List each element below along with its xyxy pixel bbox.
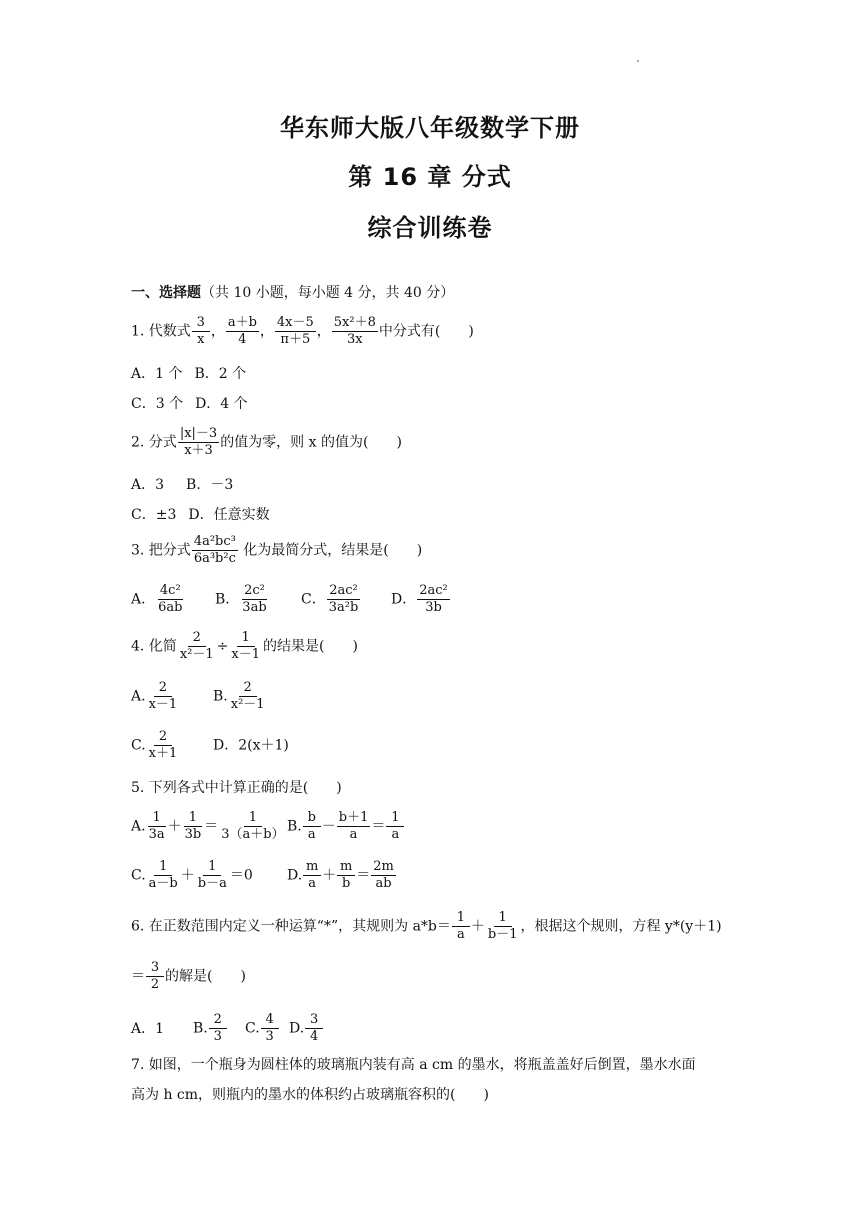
q2-suffix: 的值为零，则 x 的值为( ) — [220, 434, 402, 451]
q6-option-d: D. $\frac{3}{4}$ — [289, 1012, 324, 1045]
q4-fraction-2: $\frac{1}{x-1}$ — [231, 630, 260, 662]
q3-options — [131, 583, 451, 616]
q3-suffix: 化为最简分式，结果是( ) — [238, 542, 423, 559]
q5-option-b: B. $\frac{b}{a}$ － $\frac{b+1}{a}$ ＝ $\frac{1}{a}$ — [287, 810, 405, 843]
q4-prefix: 4. 化简 — [131, 638, 177, 655]
q1-option-d: D．4 个 — [195, 396, 248, 412]
q3-option-a: A． $\frac{\text{4c²}}{6ab}$ — [131, 583, 183, 615]
section-heading — [131, 284, 454, 302]
q6-options — [131, 1012, 324, 1045]
q4-option-b: B. $\frac{2}{\text{x²－1}}$ — [213, 680, 265, 712]
q3-option-b: B． $\frac{\text{2c²}}{3ab}$ — [215, 583, 267, 615]
page-dot — [637, 60, 639, 62]
q6-text-2: ，根据这个规则，方程 y*(y＋1) — [520, 918, 722, 935]
q1-fraction-2: $\frac{a+b}{4}$ — [227, 315, 257, 347]
section-label: 一、选择题 — [131, 285, 201, 301]
q4-option-a: A. $\frac{2}{x-1}$ — [131, 680, 178, 712]
q2-options-cd — [131, 506, 270, 524]
q4-suffix: 的结果是( ) — [262, 638, 358, 655]
q1-options-cd — [131, 395, 248, 413]
question-4 — [131, 630, 358, 663]
q3-fraction: $\frac{\text{4a²bc³}}{\text{6a³b²c}}$ — [193, 534, 236, 566]
q2-option-d: D．任意实数 — [188, 507, 270, 523]
q3-option-c: C． $\frac{\text{2ac²}}{\text{3a²b}}$ — [301, 583, 359, 615]
q1-options-ab — [131, 365, 246, 383]
q4-options-cd — [131, 729, 289, 762]
q3-option-d: D． $\frac{\text{2ac²}}{3b}$ — [391, 583, 448, 615]
document-title: 华东师大版八年级数学下册 — [280, 114, 580, 142]
q2-option-c: C．±3 — [131, 507, 177, 523]
question-1: 1. 代数式 $\frac{3}{x}$ ， $\frac{a+b}{4}$ ， $\frac{4x-5}{\pi+5}$ ， $\frac{\text{5x²＋8}}{3x}$ 中分式有( ) — [131, 315, 474, 347]
q1-option-c: C．3 个 — [131, 396, 184, 412]
q5-option-a: A. $\frac{1}{3a}$ ＋ $\frac{1}{3b}$ ＝ $\frac{1}{3(a+b)}$ — [131, 810, 285, 842]
q4-options-ab — [131, 680, 268, 713]
question-6-line-2: ＝ $\frac{3}{2}$ 的解是( ) — [131, 960, 246, 992]
q2-fraction: $\frac{|x|-3}{x+3}$ — [179, 426, 218, 458]
question-6: 6. 在正数范围内定义一种运算“*”，其规则为 a*b＝ $\frac{1}{a}$ ＋ $\frac{1}{b-1}$ ，根据这个规则，方程 y*(y＋1) — [131, 910, 722, 942]
chapter-title: 第 16 章 分式 — [348, 163, 512, 191]
q5-options-ab — [131, 810, 405, 843]
q2-option-b: B．－3 — [186, 477, 234, 493]
q2-option-a: A．3 — [131, 477, 165, 493]
q6-fraction-2: $\frac{1}{b-1}$ — [487, 910, 518, 942]
q6-text-3: 的解是( ) — [165, 968, 246, 985]
q4-option-c: C. $\frac{2}{x+1}$ — [131, 729, 178, 761]
q6-fraction-1: $\frac{1}{a}$ — [452, 910, 470, 943]
q1-option-a: A．1 个 — [131, 366, 183, 382]
question-7-line-2: 高为 h cm，则瓶内的墨水的体积约占玻璃瓶容积的( ) — [131, 1087, 489, 1103]
question-3 — [131, 534, 422, 567]
section-note: （共 10 小题，每小题 4 分，共 40 分） — [201, 285, 455, 301]
q1-option-b: B．2 个 — [194, 366, 247, 382]
q4-divide-sign: ÷ — [216, 638, 229, 655]
q1-prefix: 1. 代数式 — [131, 323, 191, 340]
question-2 — [131, 426, 402, 459]
q6-fraction-3: $\frac{3}{2}$ — [146, 960, 164, 993]
q1-fraction-1: $\frac{3}{x}$ — [192, 315, 210, 348]
q6-text-1: 6. 在正数范围内定义一种运算“*”，其规则为 a*b＝ — [131, 918, 451, 935]
q5-options-cd — [131, 859, 397, 892]
q5-option-d: D. $\frac{m}{a}$ ＋ $\frac{m}{b}$ ＝ $\frac{2m}{ab}$ — [287, 859, 394, 891]
q6-option-a: A．1 — [131, 1020, 165, 1037]
q4-option-d: D．2(x＋1) — [213, 737, 289, 754]
q1-fraction-3: $\frac{4x-5}{\pi+5}$ — [276, 315, 314, 347]
q2-options-ab — [131, 476, 233, 494]
q1-fraction-4: $\frac{\text{5x²＋8}}{3x}$ — [333, 315, 376, 347]
q6-option-b: B. $\frac{2}{3}$ — [193, 1012, 245, 1045]
q3-prefix: 3. 把分式 — [131, 542, 191, 559]
q1-suffix: 中分式有( ) — [378, 323, 474, 340]
q6-option-c: C. $\frac{4}{3}$ — [245, 1012, 289, 1045]
question-5: 5. 下列各式中计算正确的是( ) — [131, 780, 342, 796]
q4-fraction-1: $\frac{2}{\text{x²－1}}$ — [179, 630, 214, 662]
paper-title: 综合训练卷 — [367, 214, 493, 242]
question-7-line-1: 7. 如图，一个瓶身为圆柱体的玻璃瓶内装有高 a cm 的墨水，将瓶盖盖好后倒置，墨水水面 — [131, 1057, 696, 1073]
q5-option-c: C. $\frac{1}{a-b}$ ＋ $\frac{1}{b-a}$ ＝0 — [131, 859, 253, 891]
q2-prefix: 2. 分式 — [131, 434, 177, 451]
